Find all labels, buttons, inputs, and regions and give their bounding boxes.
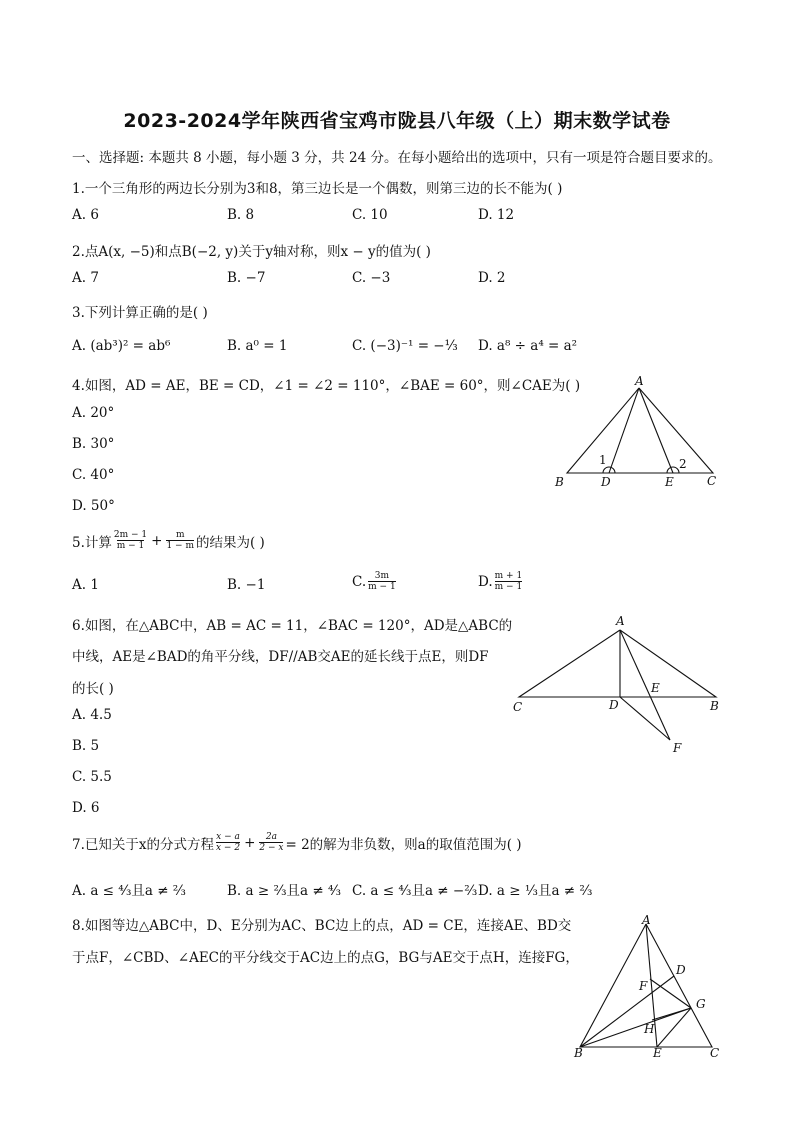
q6-label-c: C (513, 700, 523, 714)
q5-stem-suffix: 的结果为( ) (195, 534, 265, 551)
question-4-stem: 4.如图，AD = AE，BE = CD，∠1 = ∠2 = 110°，∠BAE = 60°，则∠CAE为( ) (72, 378, 581, 394)
q2-option-b: B. −7 (227, 270, 266, 286)
q2-option-a: A. 7 (72, 270, 99, 286)
q4-triangle-figure (550, 375, 725, 495)
question-6-stem-line-3: 的长( ) (72, 681, 114, 697)
q4-label-c: C (707, 474, 717, 488)
q5-option-b: B. −1 (227, 577, 266, 593)
q7-f1-den: x − 2 (216, 843, 241, 853)
q2-option-d: D. 2 (478, 270, 506, 286)
q7-option-c: C. a ≤ ⁴⁄₃且a ≠ −²⁄₃ (352, 883, 478, 899)
question-7-stem: 7.已知关于x的分式方程 $\frac{x - a}{x - 2}$ + $\frac{2a}{2 - x}$ = 2的解为非负数，则a的取值范围为( ) (72, 832, 522, 853)
q1-option-d: D. 12 (478, 207, 515, 223)
q7-option-d: D. a ≥ ¹⁄₃且a ≠ ²⁄₃ (478, 883, 593, 899)
question-6-stem-line-2: 中线，AE是∠BAD的角平分线，DF//AB交AE的延长线于点E，则DF (72, 649, 489, 665)
q7-stem-prefix: 7.已知关于x的分式方程 (72, 836, 214, 853)
q4-option-b: B. 30° (72, 436, 115, 452)
q5-optc-num: 3m (374, 571, 390, 581)
q4-option-c: C. 40° (72, 467, 115, 483)
q8-label-b: B (574, 1046, 583, 1060)
question-3-stem: 3.下列计算正确的是( ) (72, 305, 208, 321)
q4-label-d: D (601, 475, 611, 489)
q1-option-b: B. 8 (227, 207, 255, 223)
question-6-stem-line-1: 6.如图，在△ABC中，AB = AC = 11，∠BAC = 120°，AD是△ABC的 (72, 618, 513, 634)
q7-option-a: A. a ≤ ⁴⁄₃且a ≠ ²⁄₃ (72, 883, 186, 899)
q6-triangle-figure (510, 612, 725, 757)
q8-label-a: A (642, 913, 651, 927)
q1-option-a: A. 6 (72, 207, 99, 223)
q5-option-d-letter: D. (478, 573, 493, 590)
q5-option-c (352, 571, 396, 592)
q5-optc-den: m − 1 (368, 582, 396, 592)
q6-label-e: E (651, 681, 660, 695)
q4-option-a: A. 20° (72, 405, 115, 421)
q7-option-b: B. a ≥ ²⁄₃且a ≠ ⁴⁄₃ (227, 883, 342, 899)
q6-label-f: F (673, 741, 682, 755)
q4-angle-2-label: 2 (679, 457, 687, 471)
question-8-stem-line-1: 8.如图等边△ABC中，D、E分别为AC、BC边上的点，AD = CE，连接AE、BD交 (72, 918, 572, 934)
q5-stem-prefix: 5.计算 (72, 534, 112, 551)
q8-label-c: C (710, 1046, 720, 1060)
q5-option-c-letter: C. (352, 573, 367, 590)
page-title: 2023-2024学年陕西省宝鸡市陇县八年级（上）期末数学试卷 (123, 110, 671, 132)
q7-fraction-2 (259, 832, 283, 853)
q3-option-a: A. (ab³)² = ab⁶ (72, 338, 171, 354)
q5-option-a: A. 1 (72, 577, 99, 593)
question-5-stem: 5.计算 $\frac{2m - 1}{m - 1}$ + $\frac{m}{1 - m}$ 的结果为( ) (72, 530, 265, 551)
q8-label-h: H (644, 1022, 655, 1036)
q4-label-e: E (665, 475, 674, 489)
q6-label-a: A (616, 614, 625, 628)
q6-label-d: D (609, 698, 619, 712)
question-8-stem-line-2: 于点F，∠CBD、∠AEC的平分线交于AC边上的点G，BG与AE交于点H，连接FG， (72, 950, 579, 966)
q2-option-c: C. −3 (352, 270, 391, 286)
q6-option-b: B. 5 (72, 738, 100, 754)
q3-option-d: D. a⁸ ÷ a⁴ = a² (478, 338, 578, 354)
q8-label-f: F (639, 979, 648, 993)
q5-option-d (478, 571, 522, 592)
q6-label-b: B (710, 699, 719, 713)
q4-option-d: D. 50° (72, 498, 115, 514)
q4-angle-1-label: 1 (599, 453, 607, 467)
q8-label-g: G (696, 997, 706, 1011)
q5-fraction-2 (166, 530, 194, 551)
q6-option-d: D. 6 (72, 800, 100, 816)
q4-label-a: A (635, 374, 644, 388)
q6-option-c: C. 5.5 (72, 769, 112, 785)
q5-frac2-num: m (175, 530, 185, 540)
question-1-stem: 1.一个三角形的两边长分别为3和8，第三边长是一个偶数，则第三边的长不能为( ) (72, 181, 563, 197)
q4-label-b: B (555, 475, 564, 489)
q5-fraction-1 (114, 530, 147, 551)
q7-stem-suffix: = 2的解为非负数，则a的取值范围为( ) (285, 836, 522, 853)
q5-frac1-den: m − 1 (116, 541, 145, 551)
q8-label-e: E (653, 1046, 662, 1060)
q3-option-c: C. (−3)⁻¹ = −⅓ (352, 338, 458, 354)
q6-option-a: A. 4.5 (72, 707, 112, 723)
q8-label-d: D (676, 963, 686, 977)
q7-f1-num: x − a (216, 832, 240, 842)
q7-fraction-1 (216, 832, 240, 853)
q7-f2-den: 2 − x (259, 843, 284, 853)
q7-f2-num: 2a (265, 832, 277, 842)
question-2-stem: 2.点A(x, −5)和点B(−2, y)关于y轴对称，则x − y的值为( ) (72, 244, 431, 260)
q8-equilateral-triangle-figure (570, 912, 725, 1062)
q5-frac2-den: 1 − m (166, 541, 194, 551)
q3-option-b: B. a⁰ = 1 (227, 338, 288, 354)
q5-optd-den: m − 1 (494, 582, 523, 592)
section-heading: 一、选择题: 本题共 8 小题，每小题 3 分，共 24 分。在每小题给出的选项中，只有一项是符合题目要求的。 (72, 150, 722, 166)
q5-frac1-num: 2m − 1 (113, 530, 148, 540)
q1-option-c: C. 10 (352, 207, 388, 223)
q5-optd-num: m + 1 (494, 571, 523, 581)
